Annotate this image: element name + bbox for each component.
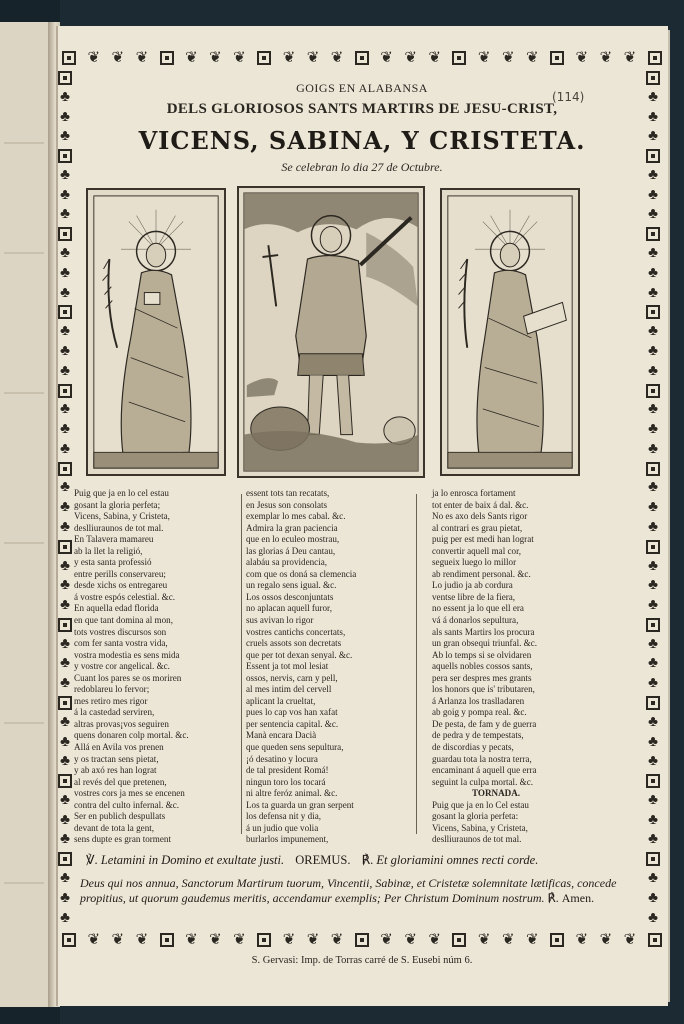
verse-line: gosant la gloria perfeta; xyxy=(74,499,161,510)
border-leaf-ornament: ❦ xyxy=(306,49,320,66)
verse-line: com fer santa vostra vida, xyxy=(74,638,168,649)
border-leaf-ornament: ❦ xyxy=(209,49,222,66)
border-leaf-ornament: ♣ xyxy=(648,733,658,750)
border-leaf-ornament: ❦ xyxy=(404,49,417,66)
printer-imprint: S. Gervasi: Imp. de Torras carré de S. Eusebi núm 6. xyxy=(251,955,473,966)
border-leaf-ornament: ♣ xyxy=(648,362,658,379)
verse-line: al mes intim del cervell xyxy=(246,684,332,695)
border-square-ornament xyxy=(452,933,466,947)
border-leaf-ornament: ♣ xyxy=(60,870,70,887)
ornamental-border-bottom xyxy=(62,930,662,950)
border-leaf-ornament: ♣ xyxy=(648,675,658,692)
border-leaf-ornament: ♣ xyxy=(60,166,70,183)
border-square-ornament xyxy=(58,696,72,710)
verse-line: Essent ja tot mol lesiat xyxy=(246,661,329,672)
verse-column-2 xyxy=(246,488,416,846)
border-leaf-ornament: ♣ xyxy=(60,128,70,145)
border-leaf-ornament: ♣ xyxy=(648,577,658,594)
oremus-label: OREMUS. xyxy=(295,853,351,867)
response-text: Et gloriamini omnes recti corde. xyxy=(376,853,539,867)
verse-line: Lo judio ja ab cordura xyxy=(432,580,513,591)
border-leaf-ornament: ♣ xyxy=(60,401,70,418)
border-leaf-ornament: ♣ xyxy=(648,479,658,496)
border-leaf-ornament: ♣ xyxy=(60,831,70,848)
verse-line: contra del culto infernal. &c. xyxy=(74,799,180,810)
prayer-text: Deus qui nos annua, Sanctorum Martirum tuorum, Vincentii, Sabinæ, et Cristetæ solemnitate lætificas, concede propitius, ut quorum gaudemus meritis, accendamur exemplis; Per Christum Dominum nostrum. xyxy=(80,876,617,905)
border-leaf-ornament: ♣ xyxy=(648,655,658,672)
verse-line: convertir aquell mal cor, xyxy=(432,545,522,556)
verse-line: Puig que ja en lo cel estau xyxy=(74,488,169,498)
border-leaf-ornament: ❦ xyxy=(233,931,246,948)
verse-line: mes retiro mes rigor xyxy=(74,695,148,706)
verse-line: als sants Martirs los procura xyxy=(432,626,535,637)
border-leaf-ornament: ❦ xyxy=(477,49,491,66)
border-leaf-ornament: ♣ xyxy=(648,753,658,770)
border-leaf-ornament: ♣ xyxy=(60,713,70,730)
feast-date: Se celebran lo dia 27 de Octubre. xyxy=(281,160,443,174)
border-square-ornament xyxy=(646,384,660,398)
verse-column-1 xyxy=(74,488,242,846)
verse-line: de tal president Romá! xyxy=(246,765,329,776)
verse-line: tot enter de baix á dal. &c. xyxy=(432,499,529,510)
border-leaf-ornament: ♣ xyxy=(648,108,658,125)
verse-column-3 xyxy=(432,488,610,846)
verse-line: entre perills conservareu; xyxy=(74,568,166,579)
border-square-ornament xyxy=(58,852,72,866)
border-leaf-ornament: ♣ xyxy=(648,909,658,926)
border-leaf-ornament: ❦ xyxy=(575,931,589,948)
verse-line: al revés del que pretenen, xyxy=(74,776,167,787)
verse-line: en que tant domina al mon, xyxy=(74,615,173,626)
border-leaf-ornament: ❦ xyxy=(380,49,393,66)
border-leaf-ornament: ♣ xyxy=(60,323,70,340)
document-page xyxy=(56,26,668,1006)
verse-line: ab la llet la religió, xyxy=(74,545,143,556)
verse-line: á un judio que volia xyxy=(246,822,319,833)
verse-line: ja lo enrosca fortament xyxy=(432,488,516,498)
verse-line: Vicens, Sabina, y Cristeta, xyxy=(74,511,170,522)
border-leaf-ornament: ♣ xyxy=(60,206,70,223)
verse-line: ossos, nervis, carn y pell, xyxy=(246,672,338,683)
border-leaf-ornament: ♣ xyxy=(60,264,70,281)
border-square-ornament xyxy=(646,540,660,554)
border-leaf-ornament: ❦ xyxy=(330,931,344,948)
border-leaf-ornament: ❦ xyxy=(209,931,222,948)
verse-line: Allá en Avila vos prenen xyxy=(74,742,164,753)
border-leaf-ornament: ♣ xyxy=(648,518,658,535)
ornamental-border-left xyxy=(56,71,74,926)
verse-line: exemplar lo mes cabal. &c. xyxy=(246,511,346,522)
border-square-ornament xyxy=(648,933,662,947)
collect-prayer xyxy=(80,876,632,905)
prayer-amen: Amen. xyxy=(561,890,595,905)
border-leaf-ornament: ♣ xyxy=(60,557,70,574)
border-leaf-ornament: ♣ xyxy=(60,889,70,906)
border-square-ornament xyxy=(355,933,369,947)
border-leaf-ornament: ♣ xyxy=(648,342,658,359)
verse-line: en Jesus son consolats xyxy=(246,499,328,510)
border-square-ornament xyxy=(58,227,72,241)
verse-line: gosant la gloria perfeta: xyxy=(432,811,519,822)
verse-line: desde xichs os entregareu xyxy=(74,580,168,591)
verse-line: á vostre espós celestial. &c. xyxy=(74,591,176,602)
verse-line: ventse libre de la fiera, xyxy=(432,591,516,602)
verse-line: los honors que is' tributaren, xyxy=(432,684,535,695)
verse-line: que en lo eculeo mostrau, xyxy=(246,534,340,545)
verse-line: pues lo cap vos han xafat xyxy=(246,707,338,718)
illustration-sabina xyxy=(86,188,226,476)
border-square-ornament xyxy=(550,51,564,65)
verse-line: cruels assots son decretats xyxy=(246,638,342,649)
verse-line: un gran obsequi triunfal. &c. xyxy=(432,638,538,649)
border-leaf-ornament: ♣ xyxy=(648,635,658,652)
border-leaf-ornament: ❦ xyxy=(501,931,515,948)
verse-line: encaminant á aquell que erra xyxy=(432,765,537,776)
border-leaf-ornament: ❦ xyxy=(477,931,491,948)
verse-line: burlarlos impunement, xyxy=(246,834,329,845)
verse-line: No es axo dels Sants rigor xyxy=(432,511,528,522)
border-leaf-ornament: ❦ xyxy=(501,49,515,66)
border-leaf-ornament: ❦ xyxy=(306,931,320,948)
border-square-ornament xyxy=(257,933,271,947)
border-leaf-ornament: ♣ xyxy=(60,362,70,379)
border-leaf-ornament: ♣ xyxy=(648,264,658,281)
border-leaf-ornament: ❦ xyxy=(233,49,246,66)
ornamental-border-top xyxy=(62,48,662,68)
border-leaf-ornament: ❦ xyxy=(380,931,393,948)
verse-line: vostres cantichs concertats, xyxy=(246,626,346,637)
verse-line: de pedra y de tempestats, xyxy=(432,730,524,741)
border-square-ornament xyxy=(646,227,660,241)
border-square-ornament xyxy=(646,774,660,788)
verse-line: ab goig y pompa real. &c. xyxy=(432,707,527,718)
border-leaf-ornament: ♣ xyxy=(648,713,658,730)
verse-line: tots vostres discursos son xyxy=(74,626,167,637)
border-square-ornament xyxy=(646,852,660,866)
border-square-ornament xyxy=(648,51,662,65)
verse-line: En aquella edad florida xyxy=(74,603,159,614)
verse-line: TORNADA. xyxy=(472,788,521,799)
border-leaf-ornament: ♣ xyxy=(648,811,658,828)
verse-line: vá á donarlos sepultura, xyxy=(432,615,519,626)
border-leaf-ornament: ♣ xyxy=(60,909,70,926)
border-square-ornament xyxy=(257,51,271,65)
page-title: VICENS, SABINA, Y CRISTETA. xyxy=(138,126,586,155)
verse-line: de discordias y pecats, xyxy=(432,742,514,753)
border-leaf-ornament: ♣ xyxy=(60,635,70,652)
verse-line: essent tots tan recatats, xyxy=(246,488,330,498)
border-leaf-ornament: ♣ xyxy=(60,577,70,594)
verse-line: sens dupte es gran torment xyxy=(74,834,171,845)
verse-line: ab rendiment personal. &c. xyxy=(432,568,531,579)
verse-line: com que os doná sa clemencia xyxy=(246,568,357,579)
verse-line: Admira la gran paciencia xyxy=(246,522,338,533)
illustration-cristeta xyxy=(440,188,580,476)
border-square-ornament xyxy=(646,305,660,319)
verse-line: no aplacan aquell furor, xyxy=(246,603,332,614)
verse-line: y esta santa professió xyxy=(74,557,152,568)
border-square-ornament xyxy=(62,933,76,947)
border-leaf-ornament: ❦ xyxy=(526,49,539,66)
verse-line: y os tractan sens pietat, xyxy=(74,753,159,764)
border-leaf-ornament: ♣ xyxy=(648,323,658,340)
border-leaf-ornament: ♣ xyxy=(60,655,70,672)
border-leaf-ornament: ♣ xyxy=(648,499,658,516)
verse-line: devant de tota la gent, xyxy=(74,822,155,833)
verse-line: sus avivan lo rigor xyxy=(246,615,314,626)
border-leaf-ornament: ♣ xyxy=(648,557,658,574)
border-square-ornament xyxy=(58,618,72,632)
border-leaf-ornament: ❦ xyxy=(575,49,589,66)
border-leaf-ornament: ♣ xyxy=(60,597,70,614)
verse-line: puig per est medi han lograt xyxy=(432,534,534,545)
border-leaf-ornament: ❦ xyxy=(111,931,125,948)
verse-line: De pesta, de fam y de guerra xyxy=(432,718,537,729)
border-leaf-ornament: ♣ xyxy=(648,401,658,418)
column-divider xyxy=(241,494,242,834)
border-leaf-ornament: ♣ xyxy=(60,675,70,692)
border-leaf-ornament: ❦ xyxy=(623,931,637,948)
verse-line: guardau tota la nostra terra, xyxy=(432,753,532,764)
verse-line: un regalo sens igual. &c. xyxy=(246,580,337,591)
verse-line: pera ser despres mes grants xyxy=(432,672,532,683)
border-square-ornament xyxy=(58,384,72,398)
border-leaf-ornament: ♣ xyxy=(60,421,70,438)
border-square-ornament xyxy=(62,51,76,65)
border-leaf-ornament: ♣ xyxy=(60,479,70,496)
verse-line: deslliuraunos de tot mal. xyxy=(74,522,164,533)
border-leaf-ornament: ❦ xyxy=(282,49,296,66)
verse-line: Vicens, Sabina, y Cristeta, xyxy=(432,822,528,833)
ornamental-border-right xyxy=(644,71,662,926)
verse-line: segueix luego lo millor xyxy=(432,557,517,568)
border-square-ornament xyxy=(646,618,660,632)
border-leaf-ornament: ♣ xyxy=(648,186,658,203)
border-leaf-ornament: ♣ xyxy=(60,518,70,535)
border-leaf-ornament: ❦ xyxy=(623,49,637,66)
verse-line: seguint la culpa mortal. &c. xyxy=(432,776,534,787)
versicle-line xyxy=(86,852,626,868)
border-leaf-ornament: ♣ xyxy=(60,791,70,808)
border-leaf-ornament: ♣ xyxy=(60,499,70,516)
verse-line: y vostre cor angelical. &c. xyxy=(74,661,170,672)
verse-line: ni altre feróz animal. &c. xyxy=(246,788,338,799)
heading-goigs: GOIGS EN ALABANSA xyxy=(296,81,428,95)
border-leaf-ornament: ❦ xyxy=(330,49,344,66)
verse-line: las glorias á Deu cantau, xyxy=(246,545,336,556)
heading-martyrs: DELS GLORIOSOS SANTS MARTIRS DE JESU-CRIST, xyxy=(166,101,558,117)
verse-line: al contrari es grau pietat, xyxy=(432,522,523,533)
border-square-ornament xyxy=(58,774,72,788)
border-square-ornament xyxy=(550,933,564,947)
catalog-mark: (114) xyxy=(552,90,585,104)
verse-line: los defensa nit y dia, xyxy=(246,811,322,822)
border-leaf-ornament: ♣ xyxy=(648,128,658,145)
verse-line: quens donaren colp mortal. &c. xyxy=(74,730,189,741)
verse-line: que per tot dexan senyal. &c. xyxy=(246,649,353,660)
border-leaf-ornament: ♣ xyxy=(648,166,658,183)
border-leaf-ornament: ♣ xyxy=(60,245,70,262)
verse-line: Ser en publich despullats xyxy=(74,811,166,822)
verse-line: deslliuraunos de tot mal. xyxy=(432,834,522,845)
verse-line: ningun toro los tocará xyxy=(246,776,326,787)
response-symbol: ℟. xyxy=(361,853,374,867)
border-leaf-ornament: ♣ xyxy=(648,440,658,457)
verse-line: alabáu sa providencia, xyxy=(246,557,328,568)
verse-line: per sentencia capital. &c. xyxy=(246,718,339,729)
verse-line: que queden sens sepultura, xyxy=(246,742,344,753)
border-leaf-ornament: ❦ xyxy=(87,931,101,948)
verse-line: Ab lo temps si se olvidaren xyxy=(432,649,532,660)
border-leaf-ornament: ♣ xyxy=(648,245,658,262)
illustration-vicens xyxy=(237,186,425,478)
verse-line: Los ta guarda un gran serpent xyxy=(246,799,354,810)
border-square-ornament xyxy=(355,51,369,65)
border-leaf-ornament: ♣ xyxy=(60,440,70,457)
verse-line: Los ossos desconjuntats xyxy=(246,591,334,602)
border-leaf-ornament: ♣ xyxy=(648,421,658,438)
border-square-ornament xyxy=(58,305,72,319)
border-leaf-ornament: ♣ xyxy=(648,206,658,223)
border-leaf-ornament: ♣ xyxy=(648,831,658,848)
border-leaf-ornament: ❦ xyxy=(526,931,539,948)
verse-line: vostres cors ja mes se encenen xyxy=(74,788,185,799)
verse-line: aquells nobles cossos sants, xyxy=(432,661,533,672)
verse-line: no essent ja lo que ell era xyxy=(432,603,524,614)
border-leaf-ornament: ♣ xyxy=(648,791,658,808)
verse-line: y ab axó res han lograt xyxy=(74,765,157,776)
border-square-ornament xyxy=(160,51,174,65)
verse-line: aplicant la crueltat, xyxy=(246,695,316,706)
border-leaf-ornament: ❦ xyxy=(428,49,441,66)
border-leaf-ornament: ❦ xyxy=(599,931,613,948)
border-leaf-ornament: ♣ xyxy=(60,108,70,125)
border-leaf-ornament: ❦ xyxy=(87,49,101,66)
border-leaf-ornament: ❦ xyxy=(599,49,613,66)
verse-line: redoblareu lo fervor; xyxy=(74,684,150,695)
border-square-ornament xyxy=(58,540,72,554)
border-leaf-ornament: ♣ xyxy=(648,88,658,105)
border-leaf-ornament: ❦ xyxy=(135,49,149,66)
border-square-ornament xyxy=(160,933,174,947)
border-leaf-ornament: ♣ xyxy=(60,342,70,359)
versicle-text: Letamini in Domino et exultate justi. xyxy=(100,853,285,867)
border-leaf-ornament: ❦ xyxy=(135,931,149,948)
border-square-ornament xyxy=(646,696,660,710)
verse-line: á la castedad serviren, xyxy=(74,707,155,718)
border-leaf-ornament: ♣ xyxy=(60,811,70,828)
border-leaf-ornament: ❦ xyxy=(404,931,417,948)
border-leaf-ornament: ♣ xyxy=(60,186,70,203)
border-leaf-ornament: ♣ xyxy=(648,284,658,301)
verse-line: Puig que ja en lo Cel estau xyxy=(432,799,529,810)
border-leaf-ornament: ❦ xyxy=(185,931,198,948)
verse-line: ¡ó desatino y locura xyxy=(246,753,318,764)
border-leaf-ornament: ❦ xyxy=(185,49,198,66)
verse-line: altras provas¡vos seguiren xyxy=(74,718,169,729)
border-leaf-ornament: ❦ xyxy=(428,931,441,948)
border-leaf-ornament: ♣ xyxy=(648,597,658,614)
verse-line: Cuant los pares se os moriren xyxy=(74,672,182,683)
versicle-symbol: ℣. xyxy=(86,853,98,867)
border-leaf-ornament: ❦ xyxy=(111,49,125,66)
verse-line: Manà encara Dacià xyxy=(246,730,317,741)
column-divider xyxy=(416,494,417,834)
border-square-ornament xyxy=(646,462,660,476)
border-leaf-ornament: ♣ xyxy=(60,284,70,301)
prayer-response-symbol: ℟. xyxy=(547,890,559,905)
border-leaf-ornament: ❦ xyxy=(282,931,296,948)
verse-line: En Talavera mamareu xyxy=(74,534,154,545)
border-leaf-ornament: ♣ xyxy=(60,88,70,105)
border-square-ornament xyxy=(58,462,72,476)
verse-line: vostra modestia es sens mida xyxy=(74,649,180,660)
verse-line: á Arlanza los traslladaren xyxy=(432,695,525,706)
border-leaf-ornament: ♣ xyxy=(60,733,70,750)
border-leaf-ornament: ♣ xyxy=(648,889,658,906)
border-leaf-ornament: ♣ xyxy=(60,753,70,770)
border-leaf-ornament: ♣ xyxy=(648,870,658,887)
border-square-ornament xyxy=(452,51,466,65)
